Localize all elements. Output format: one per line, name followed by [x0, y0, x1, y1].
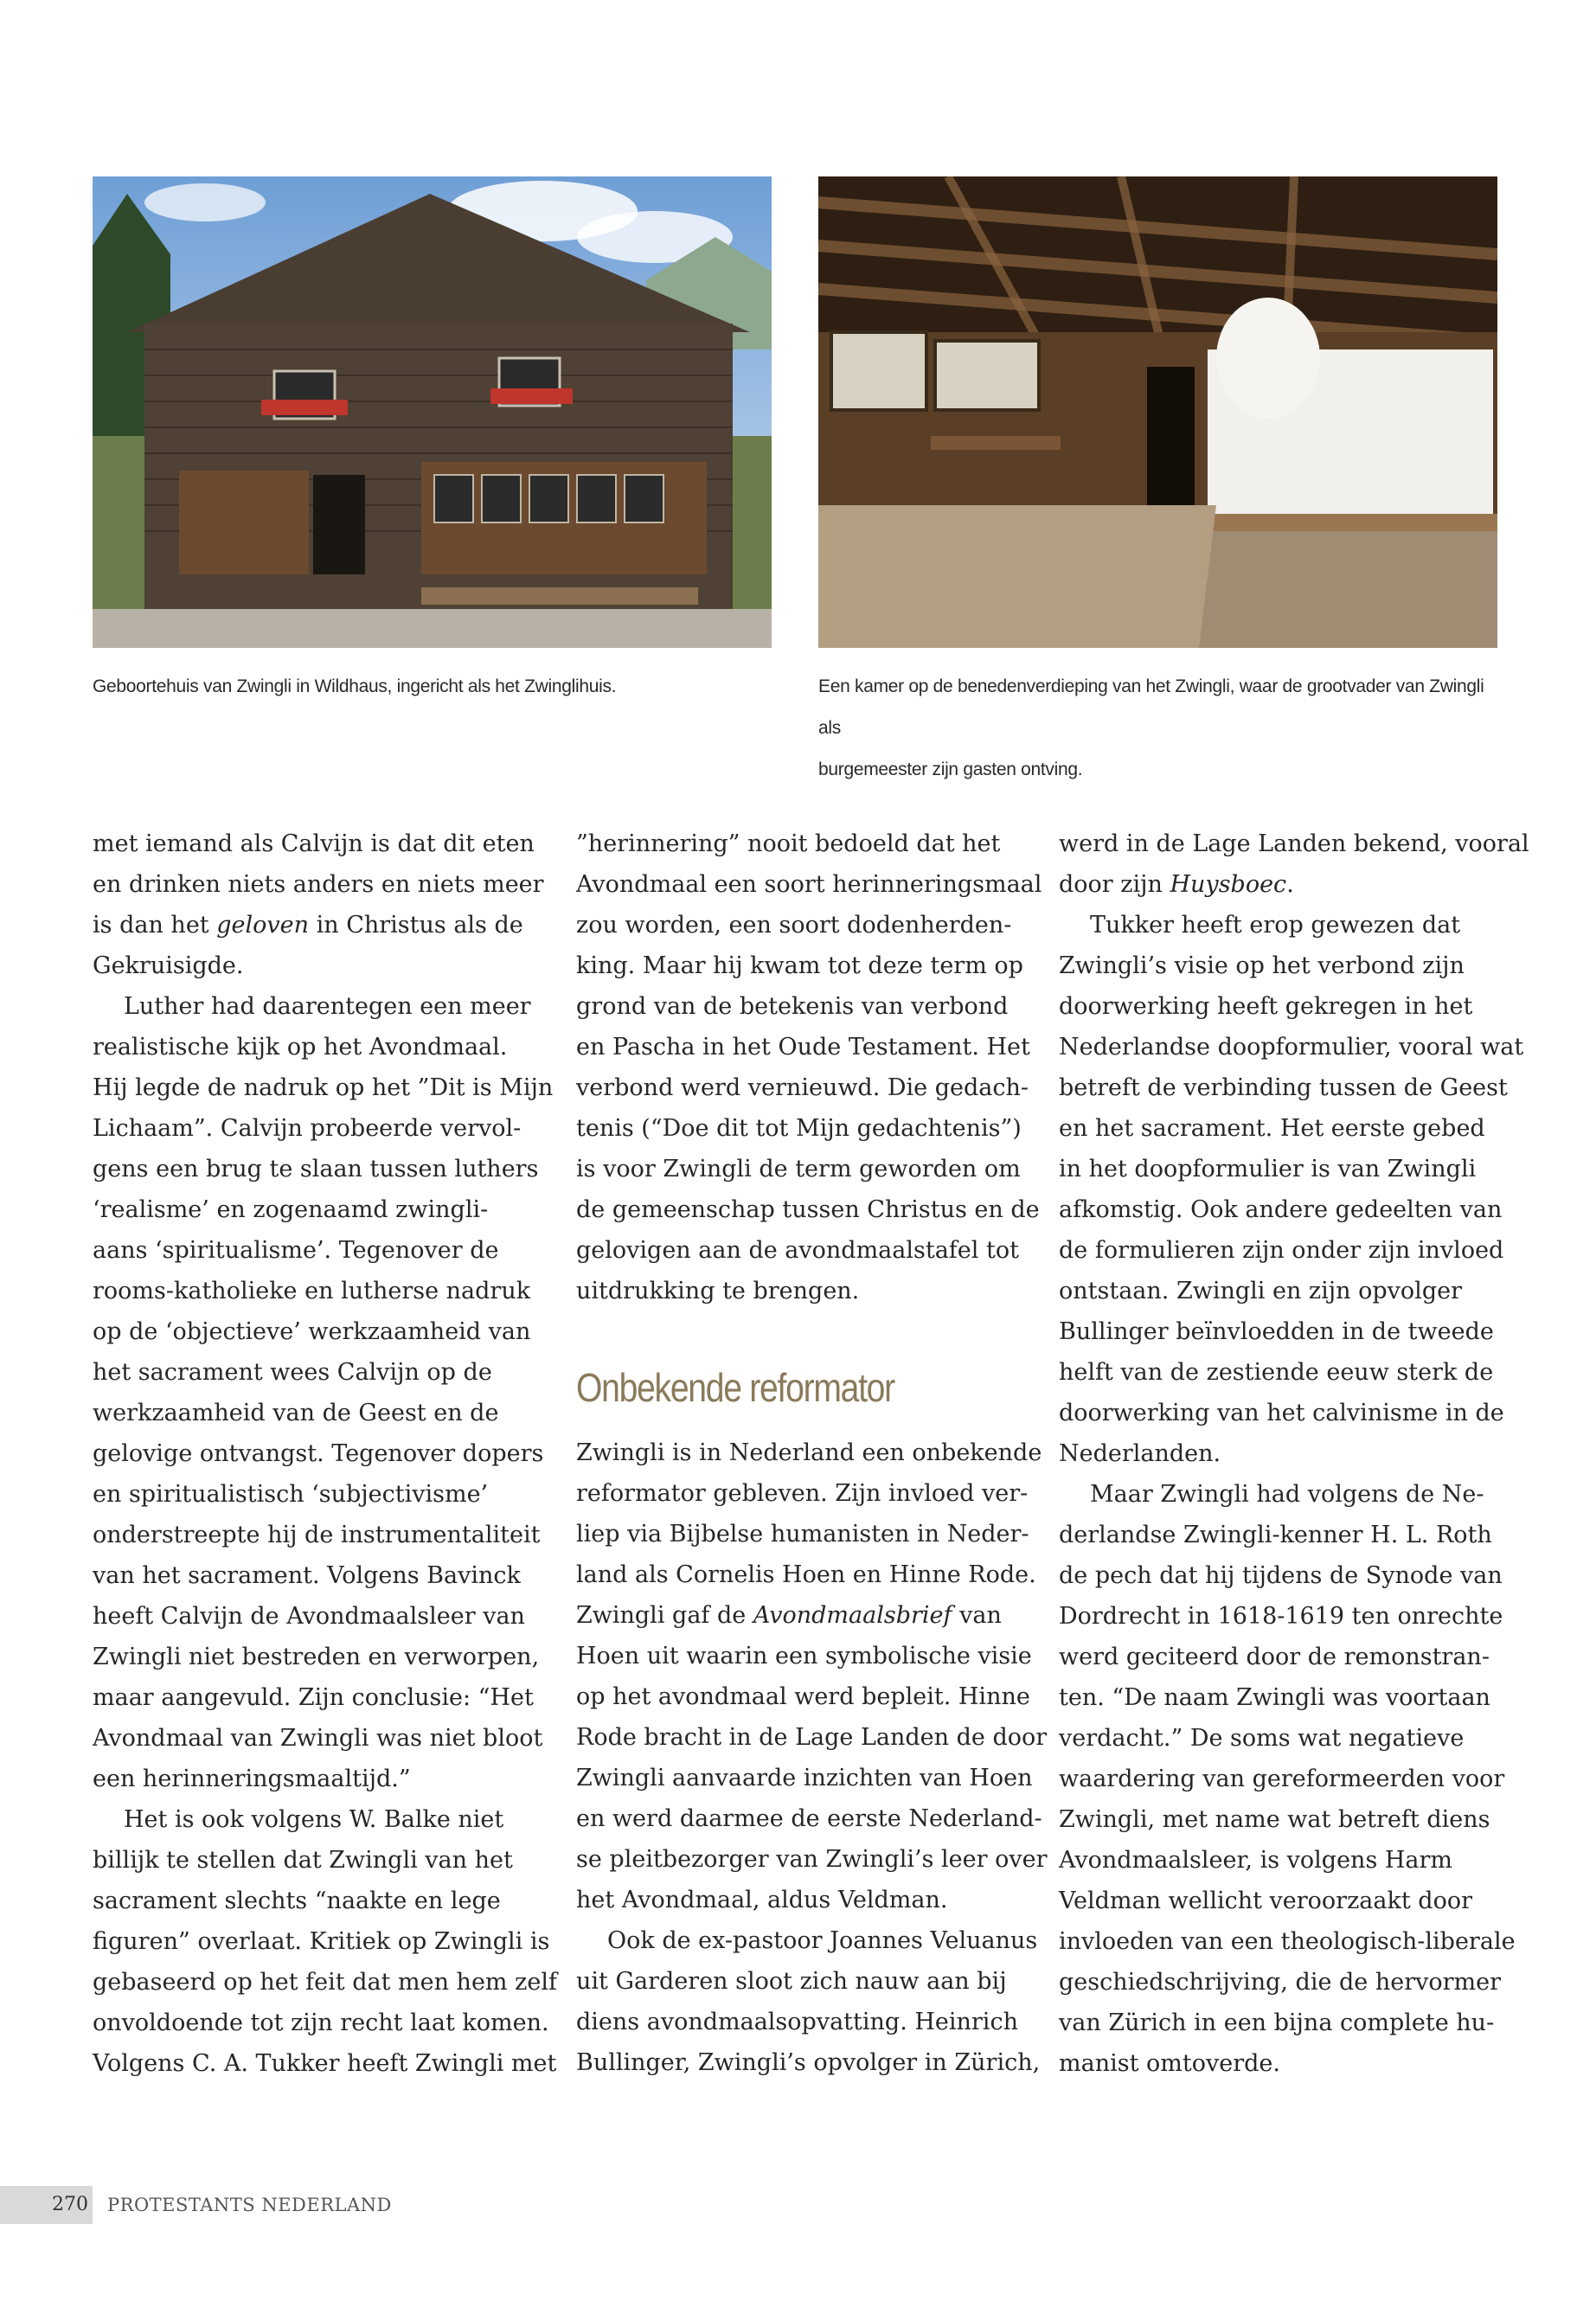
text-line: een herinneringsmaaltijd.”	[93, 1766, 411, 1792]
text-line	[93, 905, 534, 945]
text-line: realistische kijk op het Avondmaal.	[93, 1034, 508, 1061]
text-line: zou worden, een soort dodenherden-	[576, 912, 1012, 939]
text-line: betreft de verbinding tussen de Geest	[1059, 1074, 1508, 1101]
emphasis: geloven	[216, 912, 310, 939]
text-line: heeft Calvijn de Avondmaalsleer van	[93, 1603, 525, 1630]
running-footer: PROTESTANTS NEDERLAND	[107, 2195, 392, 2215]
text-line: verdacht.” De soms wat negatieve	[1059, 1725, 1465, 1752]
photo-interior-room	[818, 176, 1497, 648]
text-line: afkomstig. Ook andere gedeelten van	[1059, 1196, 1503, 1223]
text-line: met iemand als Calvijn is dat dit eten	[93, 830, 535, 857]
text-line: invloeden van een theologisch-liberale	[1059, 1928, 1516, 1955]
text-line: geschiedschrijving, die de hervormer	[1059, 1969, 1502, 1996]
text-line: se pleitbezorger van Zwingli’s leer over	[576, 1846, 1048, 1873]
text-line: op het avondmaal werd bepleit. Hinne	[576, 1683, 1030, 1710]
text-line: Zwingli is in Nederland een onbekende	[576, 1439, 1042, 1466]
text-line: Lichaam”. Calvijn probeerde vervol-	[93, 1115, 522, 1142]
text-line: Zwingli’s visie op het verbond zijn	[1059, 952, 1465, 979]
text-line: uit Garderen sloot zich nauw aan bij	[576, 1968, 1007, 1995]
text-line: het Avondmaal, aldus Veldman.	[576, 1887, 948, 1913]
text-line: en werd daarmee de eerste Nederland-	[576, 1805, 1042, 1832]
text-line: het sacrament wees Calvijn op de	[93, 1359, 492, 1386]
col1-paragraph-3	[93, 1799, 557, 2084]
text-line: Avondmaal een soort herinneringsmaal	[576, 871, 1042, 898]
text-run: .	[1286, 871, 1294, 898]
text-line: en spiritualistisch ‘subjectivisme’	[93, 1481, 489, 1508]
col1-paragraph-1	[93, 824, 544, 986]
col3-paragraph-3	[1059, 1474, 1516, 2084]
text-column-1	[93, 824, 557, 2084]
text-line: ”herinnering” nooit bedoeld dat het	[576, 830, 1001, 857]
text-line: Dordrecht in 1618-1619 ten onrechte	[1059, 1603, 1503, 1630]
text-run: in Christus als de	[309, 912, 523, 939]
photo-birth-house	[93, 176, 772, 648]
text-line: en drinken niets anders en niets meer	[93, 871, 544, 898]
col3-paragraph-1	[1059, 824, 1529, 905]
text-line: onvoldoende tot zijn recht laat komen.	[93, 2009, 549, 2036]
text-line: rooms-katholieke en lutherse nadruk	[93, 1278, 531, 1304]
text-line: Ook de ex-pastoor Joannes Veluanus	[607, 1927, 1038, 1954]
text-line: figuren” overlaat. Kritiek op Zwingli is	[93, 1928, 550, 1955]
text-line: land als Cornelis Hoen en Hinne Rode.	[576, 1561, 1036, 1588]
text-line: gelovige ontvangst. Tegenover dopers	[93, 1440, 544, 1467]
text-column-2	[576, 824, 1048, 2083]
text-line: Bullinger, Zwingli’s opvolger in Zürich,	[576, 2049, 1041, 2076]
text-line: verbond werd vernieuwd. Die gedach-	[576, 1074, 1029, 1101]
text-line: ontstaan. Zwingli en zijn opvolger	[1059, 1278, 1462, 1304]
page-number: 270	[52, 2194, 88, 2215]
caption-interior-room	[818, 666, 1502, 791]
text-line: derlandse Zwingli-kenner H. L. Roth	[1059, 1522, 1492, 1548]
text-line	[1059, 864, 1500, 905]
emphasis: Huysboec	[1170, 871, 1287, 898]
text-run: door zijn	[1059, 871, 1170, 898]
text-line: Tukker heeft erop gewezen dat	[1090, 912, 1461, 939]
text-line: maar aangevuld. Zijn conclusie: “Het	[93, 1684, 534, 1711]
text-line: Het is ook volgens W. Balke niet	[124, 1806, 504, 1833]
text-line: billijk te stellen dat Zwingli van het	[93, 1847, 513, 1874]
text-line: werd in de Lage Landen bekend, vooral	[1059, 830, 1529, 857]
text-line: werkzaamheid van de Geest en de	[93, 1400, 499, 1426]
text-line: waardering van gereformeerden voor	[1059, 1766, 1505, 1792]
text-line: Avondmaalsleer, is volgens Harm	[1059, 1847, 1453, 1874]
text-line: aans ‘spiritualisme’. Tegenover de	[93, 1237, 499, 1264]
caption-birth-house: Geboortehuis van Zwingli in Wildhaus, ingericht als het Zwinglihuis.	[93, 676, 617, 696]
text-line: liep via Bijbelse humanisten in Neder-	[576, 1521, 1029, 1548]
text-line: Volgens C. A. Tukker heeft Zwingli met	[93, 2050, 557, 2077]
text-line: en Pascha in het Oude Testament. Het	[576, 1034, 1030, 1061]
text-line: Rode bracht in de Lage Landen de door	[576, 1724, 1048, 1751]
text-line: gelovigen aan de avondmaalstafel tot	[576, 1237, 1019, 1264]
text-line: Nederlanden.	[1059, 1440, 1221, 1467]
text-column-3	[1059, 824, 1529, 2084]
col1-paragraph-2	[93, 986, 554, 1799]
text-line: gens een brug te slaan tussen luthers	[93, 1156, 539, 1183]
text-run: van	[952, 1602, 1002, 1629]
text-run: Zwingli gaf de	[576, 1602, 753, 1629]
col2-paragraph-3	[576, 1920, 1041, 2083]
text-line: Hoen uit waarin een symbolische visie	[576, 1643, 1032, 1670]
text-line: onderstreepte hij de instrumentaliteit	[93, 1522, 541, 1548]
text-line: op de ‘objectieve’ werkzaamheid van	[93, 1318, 531, 1345]
text-line: ‘realisme’ en zogenaamd zwingli-	[93, 1196, 489, 1223]
text-line: van Zürich in een bijna complete hu-	[1059, 2009, 1495, 2036]
caption-interior-line-2: burgemeester zijn gasten ontving.	[818, 760, 1083, 779]
text-line: Nederlandse doopformulier, vooral wat	[1059, 1034, 1524, 1061]
text-line: doorwerking heeft gekregen in het	[1059, 993, 1473, 1020]
section-heading: Onbekende reformator	[576, 1365, 894, 1410]
text-line: Zwingli aanvaarde inzichten van Hoen	[576, 1765, 1033, 1791]
text-line: helft van de zestiende eeuw sterk de	[1059, 1359, 1494, 1386]
text-line: van het sacrament. Volgens Bavinck	[93, 1562, 521, 1589]
text-run: is dan het	[93, 912, 217, 939]
text-line: diens avondmaalsopvatting. Heinrich	[576, 2009, 1018, 2035]
text-line: ten. “De naam Zwingli was voortaan	[1059, 1684, 1490, 1711]
text-line: de gemeenschap tussen Christus en de	[576, 1196, 1040, 1223]
caption-interior-line-1: Een kamer op de benedenverdieping van het Zwingli, waar de grootvader van Zwingli als	[818, 676, 1484, 738]
col2-paragraph-1	[576, 824, 1042, 1311]
text-line: reformator gebleven. Zijn invloed ver-	[576, 1480, 1029, 1507]
text-line: tenis (“Doe dit tot Mijn gedachtenis”)	[576, 1115, 1022, 1142]
text-line: king. Maar hij kwam tot deze term op	[576, 952, 1023, 979]
emphasis: Avondmaalsbrief	[753, 1602, 952, 1629]
text-line: gebaseerd op het feit dat men hem zelf	[93, 1969, 557, 1996]
col3-paragraph-2	[1059, 905, 1524, 1474]
text-line: manist omtoverde.	[1059, 2050, 1280, 2077]
text-line: de pech dat hij tijdens de Synode van	[1059, 1562, 1503, 1589]
text-line: Bullinger beïnvloedden in de tweede	[1059, 1318, 1494, 1345]
text-line: Gekruisigde.	[93, 952, 244, 979]
text-line: doorwerking van het calvinisme in de	[1059, 1400, 1504, 1426]
col2-paragraph-2	[576, 1433, 1048, 1920]
text-line: Hij legde de nadruk op het ”Dit is Mijn	[93, 1074, 554, 1101]
text-line: Maar Zwingli had volgens de Ne-	[1090, 1481, 1484, 1508]
text-line: Zwingli niet bestreden en verworpen,	[93, 1644, 540, 1670]
text-line: Avondmaal van Zwingli was niet bloot	[93, 1725, 543, 1752]
text-line: is voor Zwingli de term geworden om	[576, 1156, 1021, 1183]
text-line: en het sacrament. Het eerste gebed	[1059, 1115, 1485, 1142]
text-line: de formulieren zijn onder zijn invloed	[1059, 1237, 1504, 1264]
text-line: uitdrukking te brengen.	[576, 1278, 860, 1304]
text-line: Veldman wellicht veroorzaakt door	[1059, 1888, 1472, 1914]
text-line: werd geciteerd door de remonstran-	[1059, 1644, 1490, 1670]
text-line: sacrament slechts “naakte en lege	[93, 1888, 501, 1914]
text-line: Zwingli, met name wat betreft diens	[1059, 1806, 1490, 1833]
text-line: grond van de betekenis van verbond	[576, 993, 1009, 1020]
text-line: Luther had daarentegen een meer	[124, 993, 531, 1020]
text-line	[576, 1595, 1017, 1636]
text-line: in het doopformulier is van Zwingli	[1059, 1156, 1477, 1183]
